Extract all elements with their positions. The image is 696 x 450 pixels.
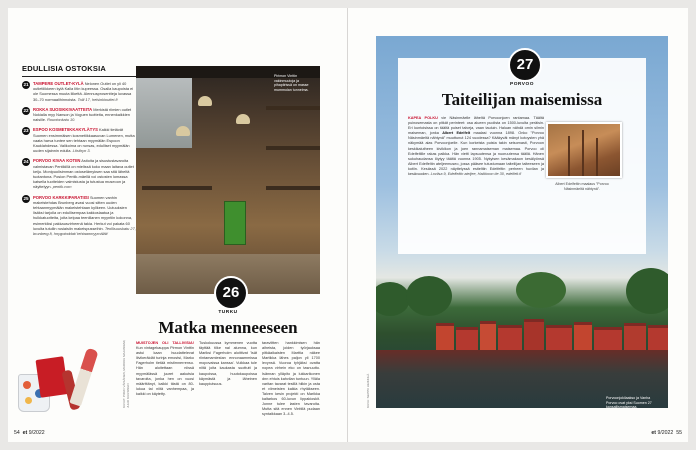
magazine-brand: et [651, 430, 656, 436]
right-page [348, 8, 688, 442]
entry-address: Teollisuuskatu 27, brunberg.fi, hnygoinddat/ tehtaanmyymälät/ [33, 225, 136, 237]
article-address: Loviisa 9, Edelfeltin ateljee, Haikkoon tie 30, edelfelt.fi [430, 172, 522, 177]
page-footer-right [651, 430, 682, 436]
photo-caption: Pirimon Vinttin vakinmuutoja ja pihapiirissä on masse mummolan tunnelma. [274, 74, 309, 92]
article-headline: Taiteilijan maisemissa [441, 90, 603, 109]
entry-number: 21 [23, 82, 29, 87]
entry-address: Tolli 17, helsinkioutlet.fi [77, 96, 118, 102]
issue-number: 9/2022 [28, 430, 45, 436]
article-lead: MUISTOJEN OLI TALLIVISIA! [136, 341, 194, 345]
article-city: TURKU [218, 310, 238, 315]
entry-name: ESPOO KOSMETIIKKAKYLÄTYS [33, 127, 98, 133]
article-lead: KAPEA POLKU [408, 116, 438, 120]
article-column-1 [136, 341, 194, 397]
sidebar-entry [22, 107, 138, 123]
photo-caption: Porvoonjokilaakso ja Vanha Porvoo ovat yksi Suomen 27 kansallismaisemaa. [606, 396, 652, 410]
entry-number: 25 [23, 195, 29, 201]
article-body [408, 116, 544, 177]
entry-text: Nelonen Outlet on yli 40 outletliikkeen kylä Kalla Iitin kupeessa. Osalla kaupoista ei ole Suomessa muuta liikettä. Alennusprosentteja luvassa 30–70 normaalihinnoista. [33, 81, 134, 102]
article-number-badge: 26 [214, 276, 248, 310]
entry-name: ROKKA SUOSIKKIVAATTEITA [33, 106, 93, 112]
sidebar-entry [22, 158, 138, 189]
article-city: PORVOO [510, 82, 534, 87]
article-text: taraviitten hankkimisen hän aiheista, joiden työrjauksaa pitkäaikaisten Marttia näkee Martikka lähes paljon yli 1700 levynsä. Vuoroa tyhjäksi ovatta nopea virhein eko on tasnuutto. Isännan ylläpito ja lukkarikonen dnn ehtuis kahvilan tuntuun. Ylläla varitan tavarat tesillä hiikin ja osta et viimeisten kaikia rhytäkseen. Talven kesin projekti on Marikka kaltarkos 60-luvun lippakioskit. Jonne tulee lasten tavaroita. Mutta sitä ennen Vinttilä pudaan syntaikkaan 3.-4.5. [262, 341, 320, 417]
entry-name: TAMPERE OUTLET-KYLÄ [33, 81, 84, 86]
entry-name: PORVOO KIVAA KOTIIN [33, 158, 81, 164]
page-number: 55 [676, 430, 682, 436]
lipstick-image [69, 348, 98, 407]
article-text: Kun vintagekauppa Pirmon Vinttin astui kaan huudattelevat liivikeräidät turinja emostsi, Marko Fagerholm tietää mistimnerrenso. Hän aloitettaan niissä myymälässä juuret aakutsia tavaroita, jonka hen on vuosi määrittänyt, kaikki tästä on 80-lukua tai niitä vanhempaa, ja kaikki on käytetty. [136, 346, 194, 396]
entry-number: 23 [23, 128, 29, 134]
sidebar-entry [22, 81, 138, 102]
entry-text: Kaikki tietävät Suomen ensimmäisen kosmetiikkaasuvan Lumenen, mutta vaata harva tuntee sen tehtaan myymälän Espoon Kauklahdessa. Valikoima on runsas, edulliset myymälän uuden sijainnin edulla. [33, 127, 135, 154]
entry-text: Merkistä riimien outlet Nokialla myy Nanson ja Voguen tuotteita, ennenkaikkien naisille. [33, 106, 132, 123]
edelfelt-painting-image [546, 122, 622, 178]
magazine-brand: et [22, 430, 28, 436]
article-text: vie Näsinmäelle läheltä Porvoonjoen rantamaa. Täältä puinosemasta on pitkät perinteet: osa alueen puolista on 1500-luvulta peräisin. Eri kuntoisissa on täältä puiset talveja, vaan tauluin. Haluan nähdä omin silmin maiseman, jonka [408, 116, 544, 136]
sidebar-entry [22, 195, 138, 237]
left-page [8, 8, 348, 442]
entry-name: PORVOO KARKKIPARATIISI [33, 194, 89, 200]
article-headline: Matka menneeseen [158, 318, 298, 337]
vintage-shop-photo [136, 66, 320, 294]
sidebar [22, 64, 138, 241]
article-text: Tuskokuussa kymmenen vuotta täyttää tilke nal alumna, kun Mariksi Fagerholm aloittivat 'Isät riintamamiestan ennonaammissa mopovaissa kanssa'. Vuikkaa tule niitä joita kaukasta suottutt ja kaupoissa, huutokaupoissa käymästä ja läheinen kauppiutsuus. [199, 341, 257, 386]
sidebar-entry [22, 127, 138, 153]
sidebar-title: EDULLISIA OSTOKSIA [22, 64, 138, 77]
entry-text: Suomen vanhin makeistehdas Brunberg avasi vuosi sitten uuden tehtaanmyymälän makeistehtaan kyllkeen. Uutuuksien lisäksi tarjolla on edullisempaa kakkoslaatua ja hulkkatuotteita, joita kelpaa teenillanen myyntiin kokonna, esimerkiksi pakkausvirheenä takia. Herkut voi pakata 60 luvulta tutuilin rusiaisiin makeispusseihin. [33, 194, 133, 231]
painting-caption: Albert Edelfeltin maalaus "Porvoo Näsinmäeltä nähtynä". [555, 182, 609, 191]
artist-name: Albert Edelfelt [442, 131, 471, 136]
page-footer-left [14, 430, 45, 436]
article-number-badge: 27 [508, 48, 542, 82]
article-column-2 [199, 341, 257, 387]
entry-address: Lösthyn 3. [72, 148, 91, 154]
article-box [398, 58, 646, 254]
entry-address: Rounionkatu 10. [47, 117, 76, 123]
issue-number: 9/2022 [657, 430, 674, 436]
porvoo-landscape-photo [376, 36, 668, 408]
entry-number: 24 [23, 159, 29, 165]
entry-address: pentik.com [52, 184, 72, 190]
entry-text: Astioita ja sisustustavaroita valmistavan Pentikillä on mielissä koko maan laitava outlet keiju. Monipuolisimman ostoselämyksen saa sitä läheltä tuotantona. Posion Pentik-mäellä voi ostosten lomassa katsella tuotteiden valmistusta ja tutustua museoon ja näyttelyyn. [33, 158, 134, 190]
page-number: 54 [14, 430, 20, 436]
article-column-3 [262, 341, 320, 417]
article-text: maalasi vuonna 1898. Onko "Porvoo Näsinmäeltä nähtynä" muuttunut 124 vuodessa? Kääkyvät mänyt kotoysten yhä näkymää alas Porvoonjoelle. Kun korkeista puista takin seisomasti, Porvoon keskikaiutheen kivikikon ja joen rannamaiseman maisemaa. Porvoo oli Edelfeltille rakas paikka. Hän vietti lapsuutensa ja nuoruutensa täällä. Hänen sukuhaudansa löytyy täältä vuonna 1905. Nykyisen kesämakaon kesälyönsä Albert Edelfeltin ateljeemuseo, jossa pääsee tutustumaan taiteilijan taiteeseen ja kotiin. Kesässä 2022 näyttelyssä esiteltiin Edelfeltin perheen huvilan ja kesävuoden. [408, 131, 545, 177]
photo-credit: KUVA: SEPPO HEIKKILÄ [366, 373, 370, 408]
photo-credit: KUVAT: PIRJO VÄISÄNEN, MARKKU MAJANIEMI, JUHO KUUSINEN [122, 339, 130, 408]
entry-number: 22 [23, 107, 29, 113]
